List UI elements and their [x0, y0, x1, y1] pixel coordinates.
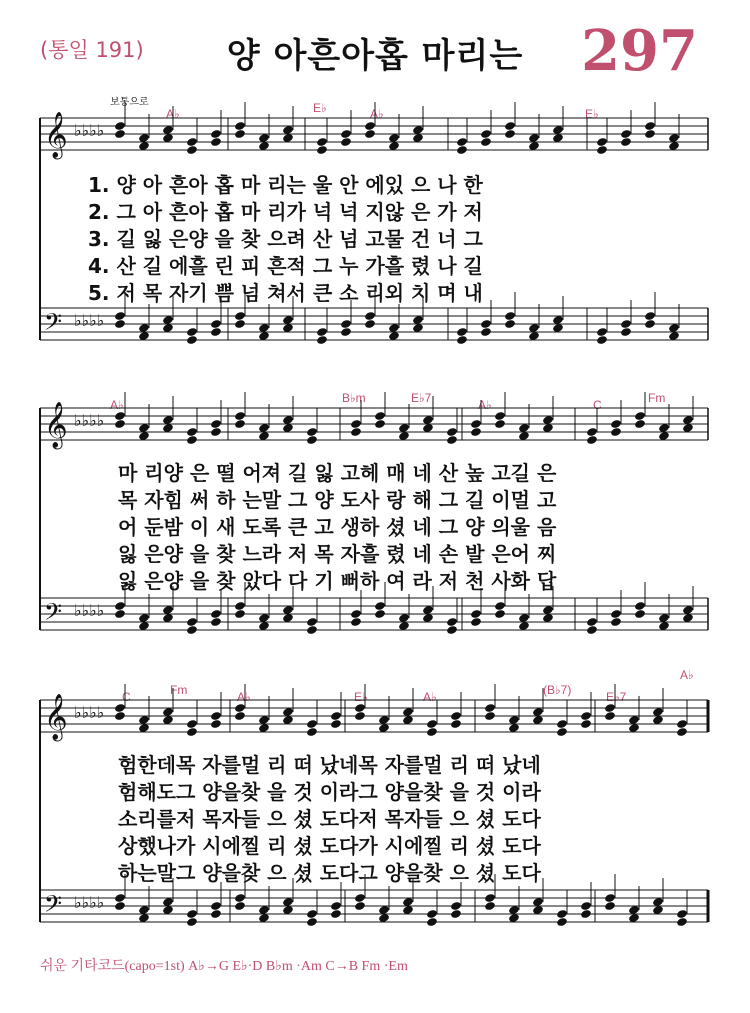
note-head	[186, 427, 198, 437]
note-head	[504, 311, 516, 321]
note-head	[450, 901, 462, 911]
chord-symbol: A♭	[423, 690, 437, 704]
note-head	[644, 311, 656, 321]
note-head	[306, 909, 318, 919]
key-signature: ♭♭♭♭	[74, 411, 105, 430]
note-head	[114, 711, 126, 721]
note-head	[676, 719, 688, 729]
note-head	[330, 909, 342, 919]
note-head	[350, 609, 362, 619]
note-head	[316, 327, 328, 337]
note-head	[634, 609, 646, 619]
note-head	[306, 617, 318, 627]
note-head	[364, 121, 376, 131]
chord-symbol: Fm	[648, 391, 666, 405]
note-head	[186, 145, 198, 155]
chord-symbol: C	[593, 398, 602, 412]
note-head	[426, 727, 438, 737]
hymn-title: 양 아흔아홉 마리는	[226, 36, 524, 76]
lyrics-system-1	[88, 172, 718, 307]
note-head	[316, 145, 328, 155]
note-head	[114, 311, 126, 321]
note-head	[484, 901, 496, 911]
note-head	[306, 917, 318, 927]
note-head	[210, 719, 222, 729]
note-head	[446, 617, 458, 627]
lyric-line: 험해도그 양을찾 을 것 이라그 양을찾 을 것 이라	[118, 780, 541, 804]
key-signature: ♭♭♭♭	[74, 703, 105, 722]
lyric-line: 3. 길 잃 은양 을 찾 으려 산 넘 고물 건 너 그	[88, 227, 483, 251]
note-head	[426, 909, 438, 919]
note-head	[114, 703, 126, 713]
note-head	[340, 129, 352, 139]
note-head	[210, 137, 222, 147]
note-head	[340, 319, 352, 329]
note-head	[676, 909, 688, 919]
treble-clef: 𝄞	[44, 402, 68, 448]
lyric-line: 하는말그 양을찾 으 셨 도다그 양을찾 으 셨 도다	[118, 861, 541, 885]
note-head	[620, 327, 632, 337]
note-head	[114, 901, 126, 911]
note-head	[374, 419, 386, 429]
note-head	[620, 319, 632, 329]
note-head	[470, 419, 482, 429]
note-head	[620, 137, 632, 147]
note-head	[480, 137, 492, 147]
note-head	[604, 703, 616, 713]
note-head	[186, 435, 198, 445]
lyrics-system-3	[118, 752, 748, 887]
lyric-line: 어 둔밤 이 새 도록 큰 고 생하 셨 네 그 양 의울 음	[118, 515, 557, 539]
note-head	[556, 909, 568, 919]
bass-clef: 𝄢	[44, 308, 63, 341]
note-head	[610, 609, 622, 619]
note-head	[306, 719, 318, 729]
note-head	[446, 625, 458, 635]
bass-clef: 𝄢	[44, 890, 63, 923]
note-head	[634, 419, 646, 429]
note-head	[114, 601, 126, 611]
note-head	[374, 411, 386, 421]
note-head	[350, 617, 362, 627]
chord-symbol: (B♭7)	[543, 683, 572, 697]
note-head	[586, 435, 598, 445]
note-head	[186, 909, 198, 919]
key-signature: ♭♭♭♭	[74, 121, 105, 140]
note-head	[580, 901, 592, 911]
note-head	[364, 319, 376, 329]
note-head	[306, 435, 318, 445]
note-head	[186, 137, 198, 147]
note-head	[234, 703, 246, 713]
note-head	[234, 419, 246, 429]
note-head	[494, 601, 506, 611]
note-head	[354, 711, 366, 721]
note-head	[330, 901, 342, 911]
note-head	[234, 121, 246, 131]
note-head	[644, 121, 656, 131]
note-head	[610, 427, 622, 437]
note-head	[210, 617, 222, 627]
note-head	[580, 711, 592, 721]
lyric-line: 험한데목 자를멀 리 떠 났네목 자를멀 리 떠 났네	[118, 753, 541, 777]
note-head	[234, 129, 246, 139]
note-head	[114, 129, 126, 139]
note-head	[186, 719, 198, 729]
chord-symbol: A♭	[110, 398, 124, 412]
note-head	[234, 311, 246, 321]
note-head	[210, 427, 222, 437]
chord-symbol: A♭	[370, 107, 384, 121]
note-head	[186, 727, 198, 737]
note-head	[210, 327, 222, 337]
note-head	[556, 719, 568, 729]
chord-symbol: E♭	[313, 101, 327, 115]
chord-symbol: E♭	[585, 107, 599, 121]
note-head	[186, 327, 198, 337]
note-head	[114, 121, 126, 131]
guitar-chord-guide: 쉬운 기타코드(capo=1st) A♭→G E♭·D B♭m ·Am C→B Fm ·Em	[40, 959, 408, 974]
note-head	[556, 727, 568, 737]
note-head	[210, 711, 222, 721]
note-head	[354, 901, 366, 911]
note-head	[374, 609, 386, 619]
note-head	[426, 719, 438, 729]
treble-clef: 𝄞	[44, 112, 68, 158]
note-head	[494, 419, 506, 429]
note-head	[456, 145, 468, 155]
note-head	[580, 719, 592, 729]
bass-clef: 𝄢	[44, 598, 63, 631]
note-head	[634, 411, 646, 421]
note-head	[596, 145, 608, 155]
unified-hymn-number: (통일 191)	[40, 38, 144, 62]
note-head	[114, 411, 126, 421]
note-head	[644, 319, 656, 329]
note-head	[596, 137, 608, 147]
note-head	[484, 711, 496, 721]
note-head	[494, 411, 506, 421]
key-signature: ♭♭♭♭	[74, 893, 105, 912]
note-head	[114, 609, 126, 619]
note-head	[610, 419, 622, 429]
chord-symbol: E♭	[354, 690, 368, 704]
note-head	[596, 335, 608, 345]
chord-symbol: E♭7	[411, 391, 432, 405]
note-head	[610, 617, 622, 627]
note-head	[210, 901, 222, 911]
note-head	[340, 137, 352, 147]
note-head	[504, 319, 516, 329]
lyric-line: 잃 은양 을 찾 느라 저 목 자흘 렸 네 손 발 은어 찌	[118, 542, 557, 566]
key-signature: ♭♭♭♭	[74, 601, 105, 620]
hymn-number: 297	[581, 18, 698, 84]
note-head	[470, 617, 482, 627]
note-head	[210, 129, 222, 139]
chord-symbol: A♭	[166, 107, 180, 121]
note-head	[504, 121, 516, 131]
note-head	[186, 625, 198, 635]
note-head	[330, 711, 342, 721]
note-head	[306, 625, 318, 635]
note-head	[494, 609, 506, 619]
note-head	[586, 625, 598, 635]
lyric-line: 4. 산 길 에흘 린 피 흔적 그 누 가흘 렸 나 길	[88, 254, 483, 278]
note-head	[484, 893, 496, 903]
note-head	[354, 893, 366, 903]
note-head	[186, 917, 198, 927]
key-signature: ♭♭♭♭	[74, 311, 105, 330]
note-head	[330, 719, 342, 729]
note-head	[470, 609, 482, 619]
note-head	[374, 601, 386, 611]
lyric-line: 1. 양 아 흔아 홉 마 리는 울 안 에있 으 나 한	[88, 173, 483, 197]
lyric-line: 잃 은양 을 찾 았다 다 기 뻐하 여 라 저 천 사화 답	[118, 569, 557, 593]
note-head	[350, 427, 362, 437]
note-head	[580, 909, 592, 919]
note-head	[306, 427, 318, 437]
note-head	[446, 435, 458, 445]
note-head	[186, 617, 198, 627]
lyric-line: 5. 저 목 자기 쁨 넘 쳐서 큰 소 리외 치 며 내	[88, 281, 483, 305]
note-head	[350, 419, 362, 429]
note-head	[480, 319, 492, 329]
note-head	[620, 129, 632, 139]
note-head	[446, 427, 458, 437]
note-head	[556, 917, 568, 927]
note-head	[234, 601, 246, 611]
note-head	[456, 137, 468, 147]
lyric-line: 소리를저 목자들 으 셨 도다저 목자들 으 셨 도다	[118, 807, 541, 831]
note-head	[354, 703, 366, 713]
note-head	[114, 319, 126, 329]
note-head	[604, 711, 616, 721]
note-head	[186, 335, 198, 345]
note-head	[306, 727, 318, 737]
chord-symbol: C	[122, 690, 131, 704]
chord-symbol: A♭	[237, 690, 251, 704]
lyric-line: 마 리양 은 떨 어져 길 잃 고헤 매 네 산 높 고길 은	[118, 461, 557, 485]
chord-symbol: Fm	[170, 683, 188, 697]
note-head	[114, 893, 126, 903]
chord-symbol: A♭	[680, 668, 694, 682]
note-head	[210, 909, 222, 919]
note-head	[586, 617, 598, 627]
note-head	[480, 129, 492, 139]
note-head	[604, 893, 616, 903]
note-head	[596, 327, 608, 337]
note-head	[340, 327, 352, 337]
note-head	[364, 129, 376, 139]
note-head	[114, 419, 126, 429]
note-head	[450, 711, 462, 721]
note-head	[586, 427, 598, 437]
note-head	[634, 601, 646, 611]
note-head	[316, 335, 328, 345]
note-head	[234, 609, 246, 619]
tempo-mark: 보통으로	[110, 97, 149, 108]
note-head	[234, 893, 246, 903]
note-head	[210, 609, 222, 619]
note-head	[234, 411, 246, 421]
treble-clef: 𝄞	[44, 694, 68, 740]
chord-symbol: B♭m	[342, 391, 366, 405]
note-head	[450, 909, 462, 919]
note-head	[676, 727, 688, 737]
lyric-line: 목 자힘 써 하 는말 그 양 도사 랑 해 그 길 이멀 고	[118, 488, 557, 512]
note-head	[450, 719, 462, 729]
note-head	[480, 327, 492, 337]
lyric-line: 2. 그 아 흔아 홉 마 리가 넉 넉 지않 은 가 저	[88, 200, 483, 224]
note-head	[210, 419, 222, 429]
note-head	[644, 129, 656, 139]
note-head	[426, 917, 438, 927]
chord-symbol: A♭	[478, 398, 492, 412]
note-head	[456, 327, 468, 337]
note-head	[484, 703, 496, 713]
note-head	[234, 901, 246, 911]
note-head	[234, 319, 246, 329]
chord-symbol: E♭7	[606, 690, 627, 704]
note-head	[470, 427, 482, 437]
lyrics-system-2	[118, 460, 748, 595]
note-head	[234, 711, 246, 721]
note-head	[604, 901, 616, 911]
note-head	[210, 319, 222, 329]
note-head	[456, 335, 468, 345]
lyric-line: 상했나가 시에찔 리 셨 도다가 시에찔 리 셨 도다	[118, 834, 541, 858]
note-head	[504, 129, 516, 139]
note-head	[364, 311, 376, 321]
note-head	[316, 137, 328, 147]
note-head	[676, 917, 688, 927]
